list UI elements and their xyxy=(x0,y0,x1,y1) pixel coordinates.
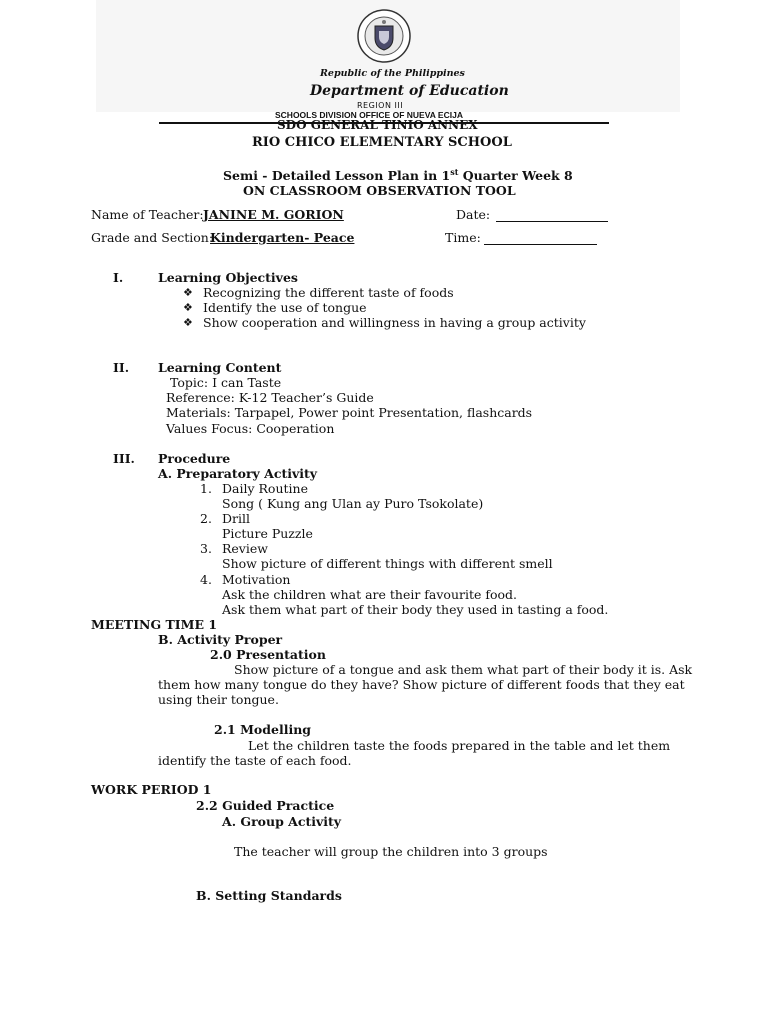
content-topic: Topic: I can Taste xyxy=(170,375,282,390)
grade-label: Grade and Section: xyxy=(91,230,214,245)
guided-practice-heading: 2.2 Guided Practice xyxy=(196,798,335,813)
lesson-plan-title: Semi - Detailed Lesson Plan in 1st Quarter Week 8 xyxy=(223,167,573,184)
date-blank xyxy=(496,207,608,222)
group-activity-text: The teacher will group the children into 3 groups xyxy=(234,844,548,859)
annex-line: SDO GENERAL TINIO ANNEX xyxy=(277,118,478,132)
region-line: REGION III xyxy=(357,101,404,110)
presentation-text: using their tongue. xyxy=(158,692,279,707)
modelling-text: identify the taste of each food. xyxy=(158,753,352,768)
step-title: Drill xyxy=(222,511,250,526)
time-blank xyxy=(484,230,597,245)
step-number: 2. xyxy=(200,511,212,526)
lesson-plan-subtitle: ON CLASSROOM OBSERVATION TOOL xyxy=(243,183,516,198)
presentation-text: Show picture of a tongue and ask them what part of their body it is. Ask xyxy=(234,662,693,677)
objective-item: Recognizing the different taste of foods xyxy=(203,285,454,300)
presentation-heading: 2.0 Presentation xyxy=(210,647,326,662)
procedure-numeral: III. xyxy=(113,451,135,466)
content-heading: Learning Content xyxy=(158,360,282,375)
grade-section-value: Kindergarten- Peace xyxy=(210,230,355,245)
presentation-text: them how many tongue do they have? Show picture of different foods that they eat xyxy=(158,677,685,692)
procedure-heading: Procedure xyxy=(158,451,231,466)
content-numeral: II. xyxy=(113,360,130,375)
objectives-numeral: I. xyxy=(113,270,124,285)
meeting-time-heading: MEETING TIME 1 xyxy=(91,617,218,632)
objective-item: Identify the use of tongue xyxy=(203,300,367,315)
diamond-bullet-icon: ❖ xyxy=(183,316,193,329)
step-detail: Show picture of different things with different smell xyxy=(222,556,553,571)
group-activity-heading: A. Group Activity xyxy=(222,814,342,829)
content-reference: Reference: K-12 Teacher’s Guide xyxy=(166,390,374,405)
time-label: Time: xyxy=(445,230,481,245)
school-name: RIO CHICO ELEMENTARY SCHOOL xyxy=(252,135,512,150)
modelling-heading: 2.1 Modelling xyxy=(214,722,312,737)
step-title: Review xyxy=(222,541,268,556)
setting-standards-heading: B. Setting Standards xyxy=(196,888,342,903)
activity-proper-heading: B. Activity Proper xyxy=(158,632,283,647)
preparatory-heading: A. Preparatory Activity xyxy=(158,466,318,481)
objective-item: Show cooperation and willingness in having a group activity xyxy=(203,315,586,330)
deped-seal-icon xyxy=(357,9,411,63)
step-number: 1. xyxy=(200,481,212,496)
step-detail: Picture Puzzle xyxy=(222,526,313,541)
step-detail: Ask them what part of their body they used in tasting a food. xyxy=(222,602,609,617)
step-number: 4. xyxy=(200,572,212,587)
content-values: Values Focus: Cooperation xyxy=(166,421,335,436)
step-title: Motivation xyxy=(222,572,291,587)
date-label: Date: xyxy=(456,207,491,222)
republic-line: Republic of the Philippines xyxy=(320,68,465,79)
diamond-bullet-icon: ❖ xyxy=(183,301,193,314)
step-title: Daily Routine xyxy=(222,481,308,496)
modelling-text: Let the children taste the foods prepared in the table and let them xyxy=(248,738,671,753)
content-materials: Materials: Tarpapel, Power point Presentation, flashcards xyxy=(166,405,533,420)
department-name: Department of Education xyxy=(310,83,509,99)
teacher-label: Name of Teacher: xyxy=(91,207,204,222)
step-detail: Song ( Kung ang Ulan ay Puro Tsokolate) xyxy=(222,496,484,511)
step-number: 3. xyxy=(200,541,212,556)
step-detail: Ask the children what are their favourite food. xyxy=(222,587,518,602)
objectives-heading: Learning Objectives xyxy=(158,270,298,285)
diamond-bullet-icon: ❖ xyxy=(183,286,193,299)
work-period-heading: WORK PERIOD 1 xyxy=(91,782,212,797)
division-line: SCHOOLS DIVISION OFFICE OF NUEVA ECIJA xyxy=(275,110,463,120)
teacher-name: JANINE M. GORION xyxy=(203,207,344,222)
